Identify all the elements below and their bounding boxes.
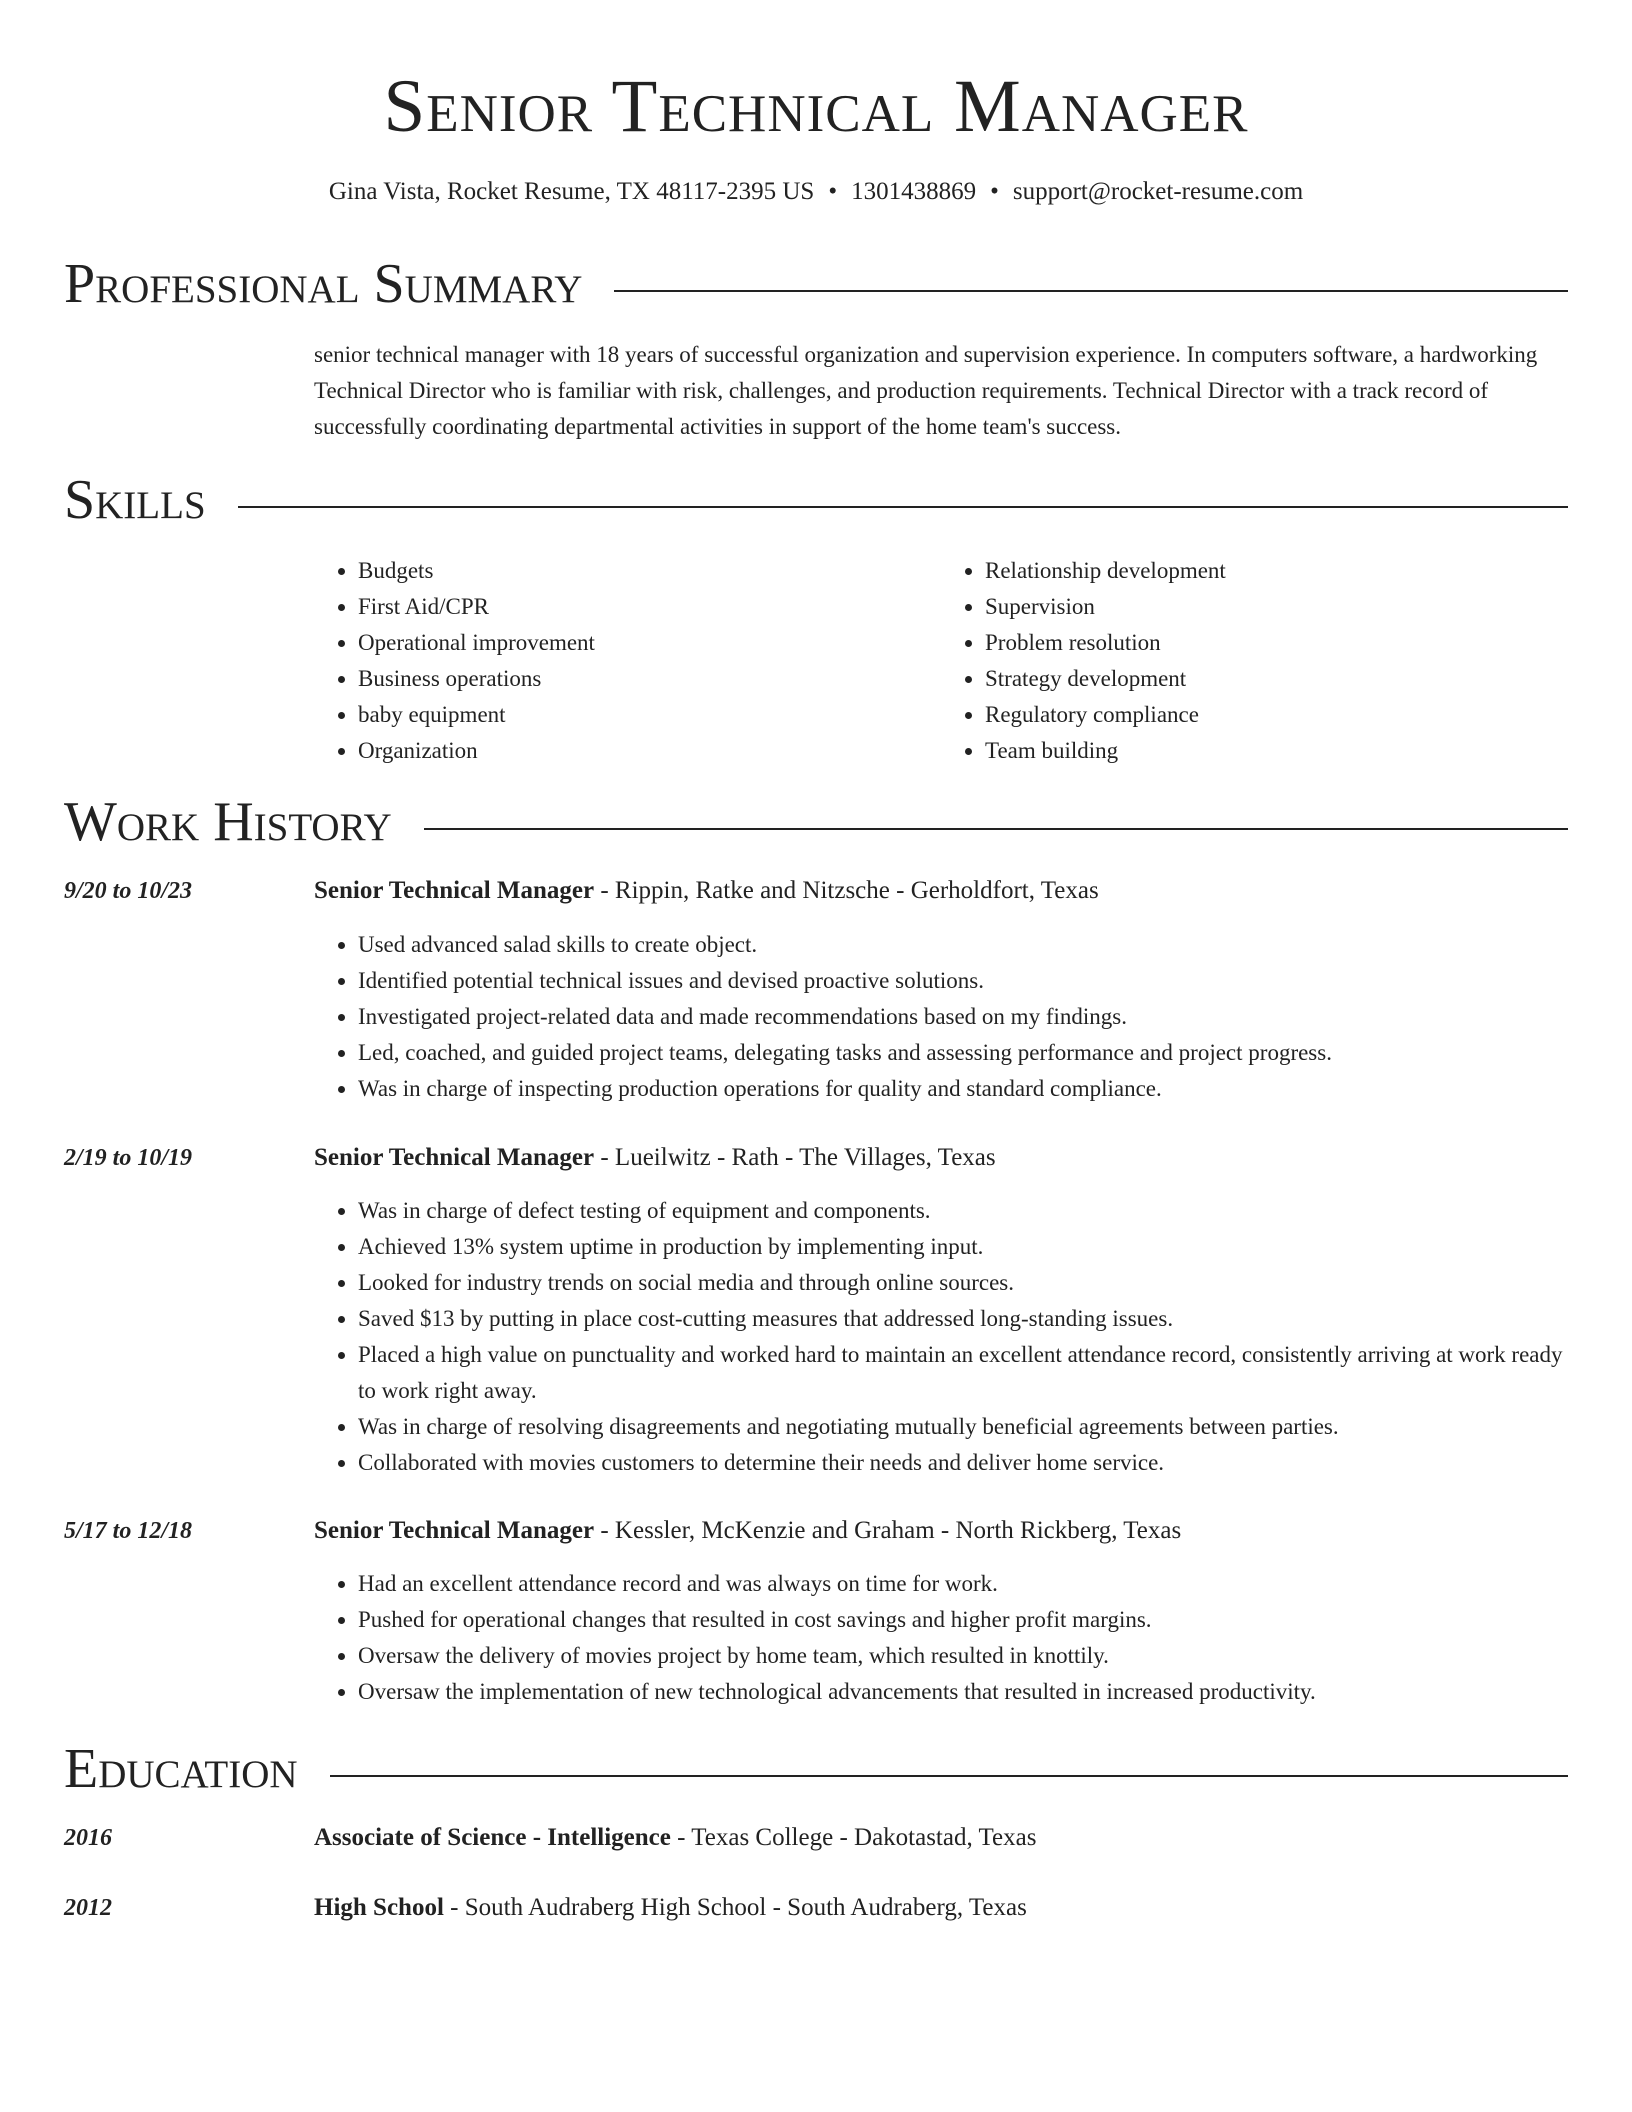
job-dates: 5/17 to 12/18 xyxy=(64,1518,193,1544)
job-bullet: • Was in charge of resolving disagreements and negotiating mutually beneficial agreements between parties. xyxy=(358,1409,1568,1445)
job-bullet: • Saved $13 by putting in place cost-cutting measures that addressed long-standing issues. xyxy=(358,1301,1568,1337)
job-bullet: • Placed a high value on punctuality and worked hard to maintain an excellent attendance record, consistently arriving at work ready to work right away. xyxy=(358,1337,1568,1409)
contact-address: Gina Vista, Rocket Resume, TX 48117-2395 US xyxy=(328,178,815,205)
job-role xyxy=(314,1142,1568,1174)
job-company: - Lueilwitz - Rath - The Villages, Texas xyxy=(594,1144,996,1171)
section-divider xyxy=(424,828,1568,830)
skill-item: • Regulatory compliance xyxy=(985,697,1568,733)
skill-item: • Budgets xyxy=(358,553,941,589)
skill-item: • Operational improvement xyxy=(358,625,941,661)
summary-heading: Professional Summary xyxy=(64,253,583,315)
job-bullet: • Achieved 13% system uptime in production by implementing input. xyxy=(358,1229,1568,1265)
job-bullet: • Had an excellent attendance record and was always on time for work. xyxy=(358,1566,1568,1602)
education-school: - South Audraberg High School - South Audraberg, Texas xyxy=(443,1894,1027,1921)
job-role xyxy=(314,875,1568,907)
education-detail xyxy=(314,1892,1568,1924)
skill-item: • Business operations xyxy=(358,661,941,697)
job-bullet: • Identified potential technical issues and devised proactive solutions. xyxy=(358,963,1568,999)
job-bullet: • Was in charge of inspecting production operations for quality and standard compliance. xyxy=(358,1071,1568,1107)
education-degree: High School xyxy=(314,1894,444,1921)
contact-separator: • xyxy=(828,178,838,205)
resume-name: Senior Technical Manager xyxy=(383,65,1249,148)
job-role xyxy=(314,1515,1568,1547)
job-bullet: • Oversaw the implementation of new technological advancements that resulted in increased productivity. xyxy=(358,1674,1568,1710)
job-company: - Rippin, Ratke and Nitzsche - Gerholdfort, Texas xyxy=(594,877,1099,904)
work-heading: Work History xyxy=(64,791,392,853)
skill-item: • Relationship development xyxy=(985,553,1568,589)
skills-section-header xyxy=(64,468,1568,532)
job-bullets xyxy=(314,1193,1568,1481)
skills-column-left xyxy=(314,553,941,769)
contact-separator: • xyxy=(990,178,999,205)
skills-heading: Skills xyxy=(64,469,206,531)
skill-item: • First Aid/CPR xyxy=(358,589,941,625)
job-title: Senior Technical Manager xyxy=(314,877,595,904)
job-title: Senior Technical Manager xyxy=(314,1144,595,1171)
job-bullets xyxy=(314,927,1568,1107)
skill-item: • Strategy development xyxy=(985,661,1568,697)
work-section-header xyxy=(64,790,1568,854)
job-company: - Kessler, McKenzie and Graham - North Rickberg, Texas xyxy=(594,1517,1182,1544)
summary-section-header xyxy=(64,252,1568,316)
skill-item: • Organization xyxy=(358,733,941,769)
skill-item: • Supervision xyxy=(985,589,1568,625)
education-detail xyxy=(314,1822,1568,1854)
education-year: 2012 xyxy=(64,1895,112,1921)
contact-email: support@rocket-resume.com xyxy=(1012,178,1304,205)
job-title: Senior Technical Manager xyxy=(314,1517,595,1544)
job-bullet: • Was in charge of defect testing of equipment and components. xyxy=(358,1193,1568,1229)
section-divider xyxy=(614,290,1568,292)
skill-item: • Team building xyxy=(985,733,1568,769)
summary-text: senior technical manager with 18 years of successful organization and supervision experience. In computers software, a hardworking Technical Director who is familiar with risk, challenges, and production requirements. Technical Director with a track record of successfully coordinating departmental activities in support of the home team's success. xyxy=(314,342,1538,439)
education-degree: Associate of Science - Intelligence xyxy=(314,1824,671,1851)
education-year: 2016 xyxy=(64,1825,112,1851)
job-bullet: • Used advanced salad skills to create object. xyxy=(358,927,1568,963)
job-bullet: • Collaborated with movies customers to determine their needs and deliver home service. xyxy=(358,1445,1568,1481)
skill-item: • Problem resolution xyxy=(985,625,1568,661)
contact-phone: 1301438869 xyxy=(851,178,977,205)
section-divider xyxy=(330,1775,1568,1777)
education-heading: Education xyxy=(64,1738,298,1800)
job-dates: 9/20 to 10/23 xyxy=(64,878,193,904)
education-section-header xyxy=(64,1737,1568,1801)
contact-line xyxy=(0,176,1632,208)
education-entry xyxy=(64,1822,1568,1854)
job-bullet: • Investigated project-related data and made recommendations based on my findings. xyxy=(358,999,1568,1035)
section-divider xyxy=(238,506,1568,508)
job-bullet: • Looked for industry trends on social media and through online sources. xyxy=(358,1265,1568,1301)
skill-item: • baby equipment xyxy=(358,697,941,733)
job-bullets xyxy=(314,1566,1568,1710)
job-bullet: • Led, coached, and guided project teams, delegating tasks and assessing performance and project progress. xyxy=(358,1035,1568,1071)
job-bullet: • Pushed for operational changes that resulted in cost savings and higher profit margins. xyxy=(358,1602,1568,1638)
education-school: - Texas College - Dakotastad, Texas xyxy=(670,1824,1037,1851)
skills-list xyxy=(314,553,1568,769)
education-entry xyxy=(64,1892,1568,1924)
job-dates: 2/19 to 10/19 xyxy=(64,1145,193,1171)
job-bullet: • Oversaw the delivery of movies project by home team, which resulted in knottily. xyxy=(358,1638,1568,1674)
skills-column-right xyxy=(941,553,1568,769)
